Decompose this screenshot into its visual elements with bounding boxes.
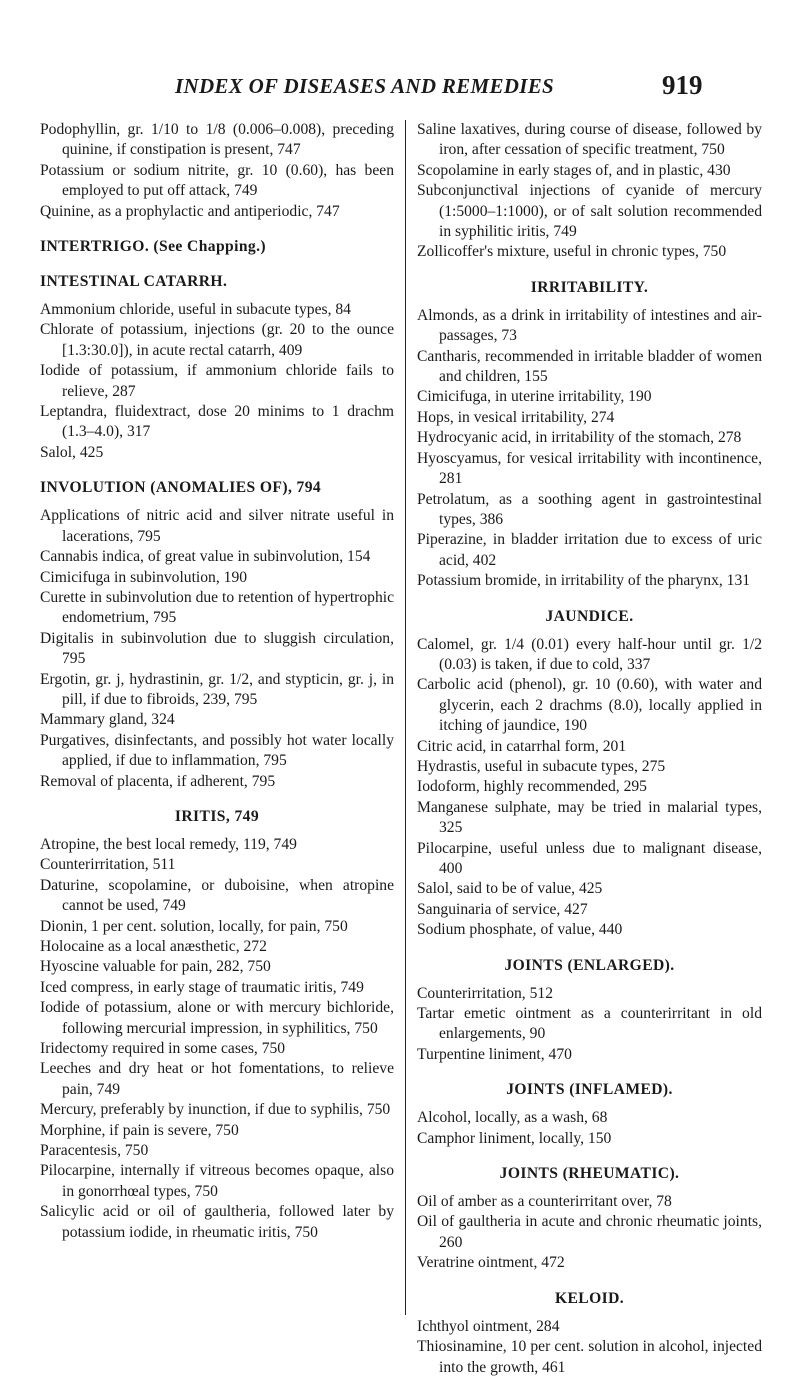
index-entry: Thiosinamine, 10 per cent. solution in alcohol, injected into the growth, 461	[417, 1338, 762, 1376]
index-entry: Oil of amber as a counterirritant over, 78	[417, 1193, 672, 1211]
index-entry: Iodide of potassium, if ammonium chloride fails to relieve, 287	[40, 362, 394, 400]
index-entry: Cimicifuga, in uterine irritability, 190	[417, 388, 652, 406]
index-entry: Citric acid, in catarrhal form, 201	[417, 737, 627, 755]
index-entry: Digitalis in subinvolution due to sluggish circulation, 795	[40, 629, 394, 668]
index-entry: Hops, in vesical irritability, 274	[417, 408, 615, 426]
index-entry: Counterirritation, 511	[40, 856, 176, 874]
page-number: 919	[662, 70, 703, 100]
index-entry: Salol, 425	[40, 443, 104, 461]
section-heading: INVOLUTION (ANOMALIES OF), 794	[40, 479, 322, 497]
section-heading: JOINTS (RHEUMATIC).	[499, 1165, 680, 1183]
index-entry: Saline laxatives, during course of disease, followed by iron, after cessation of specific treatment, 750	[417, 121, 762, 159]
index-entry: Sanguinaria of service, 427	[417, 900, 588, 918]
index-columns	[40, 120, 762, 1376]
index-entry: Dionin, 1 per cent. solution, locally, for pain, 750	[40, 917, 348, 935]
index-entry: Cantharis, recommended in irritable bladder of women and children, 155	[417, 347, 762, 386]
index-entry: Curette in subinvolution due to retention of hypertrophic endometrium, 795	[40, 588, 394, 627]
section-heading: INTERTRIGO. (See Chapping.)	[40, 238, 267, 256]
section-heading: KELOID.	[554, 1289, 625, 1307]
index-entry: Calomel, gr. 1/4 (0.01) every half-hour until gr. 1/2 (0.03) is taken, if due to cold, 337	[417, 635, 762, 673]
page-header	[0, 72, 800, 112]
section-heading: IRITIS, 749	[174, 807, 260, 825]
column-divider	[405, 120, 406, 1315]
index-entry: Sodium phosphate, of value, 440	[417, 921, 623, 939]
index-entry: Ergotin, gr. j, hydrastinin, gr. 1/2, and stypticin, gr. j, in pill, if due to fibroids, 239, 795	[40, 670, 394, 708]
index-entry: Salol, said to be of value, 425	[417, 880, 603, 898]
left-column	[40, 120, 394, 1243]
index-entry: Chlorate of potassium, injections (gr. 20 to the ounce [1.3:30.0]), in acute rectal catarrh, 409	[40, 321, 394, 359]
index-entry: Hydrastis, useful in subacute types, 275	[417, 757, 666, 775]
index-entry: Removal of placenta, if adherent, 795	[40, 772, 276, 790]
index-entry: Iodoform, highly recommended, 295	[417, 778, 647, 796]
index-entry: Salicylic acid or oil of gaultheria, followed later by potassium iodide, in rheumatic iritis, 750	[40, 1203, 394, 1241]
index-entry: Leeches and dry heat or hot fomentations, to relieve pain, 749	[40, 1060, 394, 1098]
index-entry: Pilocarpine, internally if vitreous becomes opaque, also in gonorrhœal types, 750	[40, 1162, 394, 1200]
section-heading: INTESTINAL CATARRH.	[40, 273, 228, 291]
index-entry: Potassium bromide, in irritability of the pharynx, 131	[417, 572, 751, 590]
index-entry: Podophyllin, gr. 1/10 to 1/8 (0.006–0.008), preceding quinine, if constipation is present, 747	[40, 121, 394, 159]
index-entry: Carbolic acid (phenol), gr. 10 (0.60), with water and glycerin, each 2 drachms (8.0), locally applied in itching of jaundice, 190	[417, 676, 762, 735]
section-heading: JAUNDICE.	[545, 607, 634, 625]
index-entry: Turpentine liniment, 470	[417, 1045, 572, 1063]
right-column	[417, 120, 762, 1378]
section-heading: IRRITABILITY.	[530, 278, 649, 296]
index-entry: Morphine, if pain is severe, 750	[40, 1121, 239, 1139]
index-entry: Iridectomy required in some cases, 750	[40, 1040, 286, 1058]
index-entry: Veratrine ointment, 472	[417, 1254, 565, 1272]
index-entry: Almonds, as a drink in irritability of intestines and air-passages, 73	[417, 306, 762, 345]
section-heading: JOINTS (INFLAMED).	[506, 1081, 673, 1099]
index-entry: Quinine, as a prophylactic and antiperiodic, 747	[40, 202, 340, 220]
index-entry: Ichthyol ointment, 284	[417, 1317, 560, 1335]
section-heading: JOINTS (ENLARGED).	[504, 956, 675, 974]
index-entry: Manganese sulphate, may be tried in malarial types, 325	[417, 798, 762, 837]
index-entry: Pilocarpine, useful unless due to malignant disease, 400	[417, 839, 762, 877]
index-entry: Hyoscyamus, for vesical irritability with incontinence, 281	[417, 449, 762, 488]
index-entry: Alcohol, locally, as a wash, 68	[417, 1109, 608, 1127]
index-entry: Iodide of potassium, alone or with mercury bichloride, following mercurial impression, in syphilitics, 750	[40, 999, 394, 1037]
index-entry: Petrolatum, as a soothing agent in gastrointestinal types, 386	[417, 490, 762, 528]
index-entry: Counterirritation, 512	[417, 984, 553, 1002]
index-entry: Purgatives, disinfectants, and possibly hot water locally applied, if due to inflammation, 795	[40, 731, 394, 770]
index-entry: Oil of gaultheria in acute and chronic rheumatic joints, 260	[417, 1213, 762, 1251]
running-title: INDEX OF DISEASES AND REMEDIES	[175, 74, 554, 98]
index-entry: Holocaine as a local anæsthetic, 272	[40, 938, 267, 955]
index-entry: Iced compress, in early stage of traumatic iritis, 749	[40, 978, 364, 996]
index-entry: Cannabis indica, of great value in subinvolution, 154	[40, 548, 371, 566]
index-entry: Piperazine, in bladder irritation due to excess of uric acid, 402	[417, 531, 762, 569]
index-entry: Subconjunctival injections of cyanide of mercury (1:5000–1:1000), or of salt solution recommended in syphilitic iritis, 749	[417, 182, 762, 241]
index-entry: Hydrocyanic acid, in irritability of the stomach, 278	[417, 429, 742, 447]
index-entry: Tartar emetic ointment as a counterirritant in old enlargements, 90	[417, 1005, 762, 1043]
index-entry: Potassium or sodium nitrite, gr. 10 (0.60), has been employed to put off attack, 749	[40, 161, 394, 200]
index-entry: Paracentesis, 750	[40, 1142, 149, 1160]
index-entry: Cimicifuga in subinvolution, 190	[40, 568, 248, 586]
index-entry: Scopolamine in early stages of, and in plastic, 430	[417, 161, 731, 179]
index-entry: Daturine, scopolamine, or duboisine, when atropine cannot be used, 749	[40, 876, 394, 915]
index-entry: Hyoscine valuable for pain, 282, 750	[40, 958, 271, 976]
index-entry: Applications of nitric acid and silver nitrate useful in lacerations, 795	[40, 507, 394, 545]
index-entry: Camphor liniment, locally, 150	[417, 1129, 612, 1147]
index-entry: Leptandra, fluidextract, dose 20 minims to 1 drachm (1.3–4.0), 317	[40, 403, 394, 441]
index-entry: Mammary gland, 324	[40, 711, 175, 729]
index-entry: Ammonium chloride, useful in subacute types, 84	[40, 301, 351, 319]
index-entry: Mercury, preferably by inunction, if due to syphilis, 750	[40, 1101, 391, 1119]
index-entry: Zollicoffer's mixture, useful in chronic types, 750	[417, 243, 727, 261]
index-entry: Atropine, the best local remedy, 119, 749	[40, 835, 297, 853]
